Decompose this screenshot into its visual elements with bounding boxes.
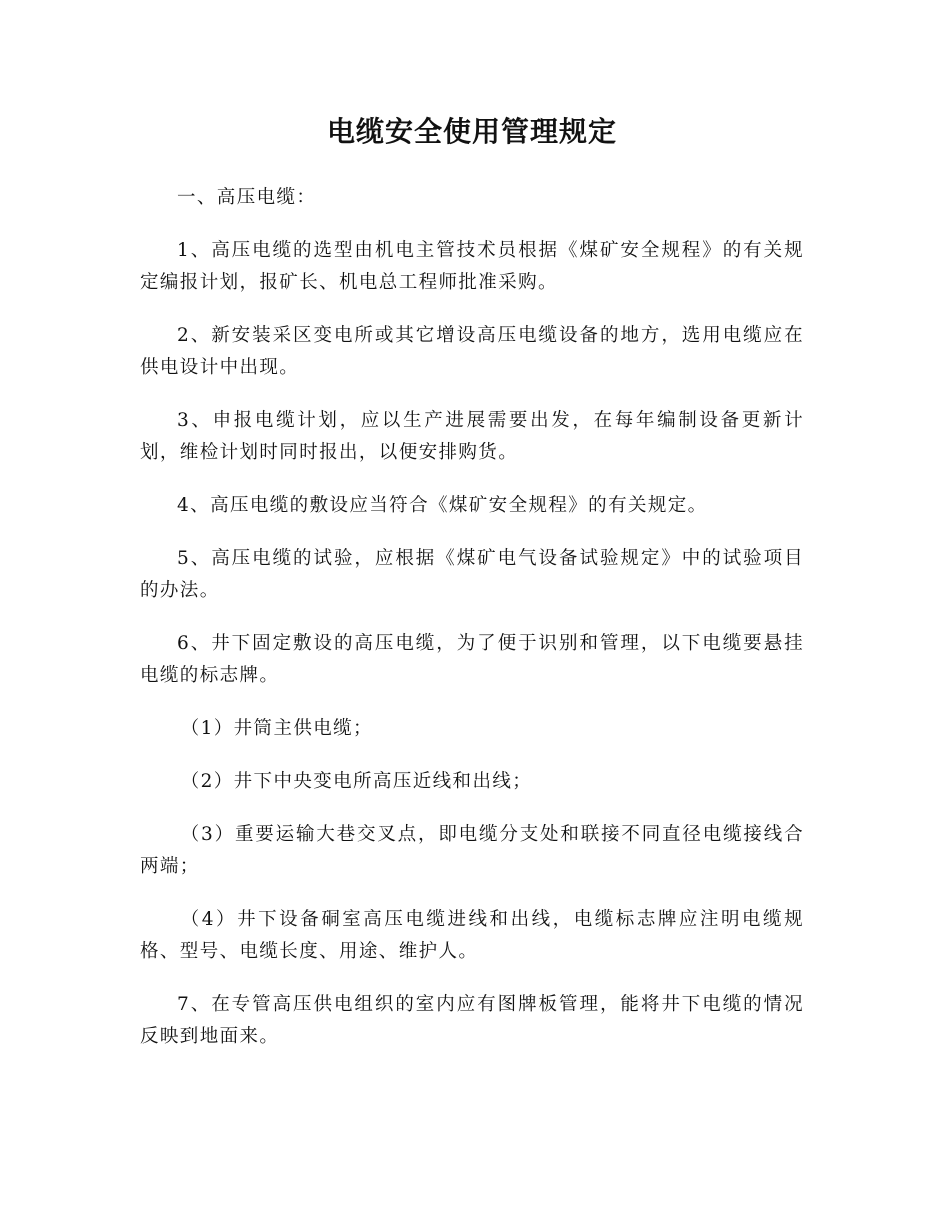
document-title: 电缆安全使用管理规定 bbox=[326, 115, 617, 148]
sub-item-1: （1）井筒主供电缆； bbox=[180, 718, 373, 739]
paragraph-item-4: 4、高压电缆的敷设应当符合《煤矿安全规程》的有关规定。 bbox=[177, 495, 708, 516]
paragraph-item-3: 3、申报电缆计划，应以生产进展需要出发，在每年编制设备更新计划，维检计划时同时报出，以便安排购货。 bbox=[140, 410, 804, 463]
paragraph-item-2: 2、新安装采区变电所或其它增设高压电缆设备的地方，选用电缆应在供电设计中出现。 bbox=[140, 325, 804, 378]
paragraph-item-7: 7、在专管高压供电组织的室内应有图牌板管理，能将井下电缆的情况反映到地面来。 bbox=[140, 994, 804, 1047]
paragraph-item-6: 6、井下固定敷设的高压电缆，为了便于识别和管理，以下电缆要悬挂电缆的标志牌。 bbox=[140, 633, 804, 686]
section-heading-high-voltage-cable: 一、高压电缆： bbox=[177, 187, 317, 208]
document-page bbox=[140, 108, 804, 1074]
paragraph-item-5: 5、高压电缆的试验，应根据《煤矿电气设备试验规定》中的试验项目的办法。 bbox=[140, 548, 804, 601]
sub-item-4: （4）井下设备硐室高压电缆进线和出线，电缆标志牌应注明电缆规格、型号、电缆长度、用途、维护人。 bbox=[140, 909, 804, 962]
sub-item-2: （2）井下中央变电所高压近线和出线； bbox=[180, 771, 533, 792]
paragraph-item-1: 1、高压电缆的选型由机电主管技术员根据《煤矿安全规程》的有关规定编报计划，报矿长、机电总工程师批准采购。 bbox=[140, 240, 804, 293]
sub-item-3: （3）重要运输大巷交叉点，即电缆分支处和联接不同直径电缆接线合两端； bbox=[140, 824, 804, 877]
